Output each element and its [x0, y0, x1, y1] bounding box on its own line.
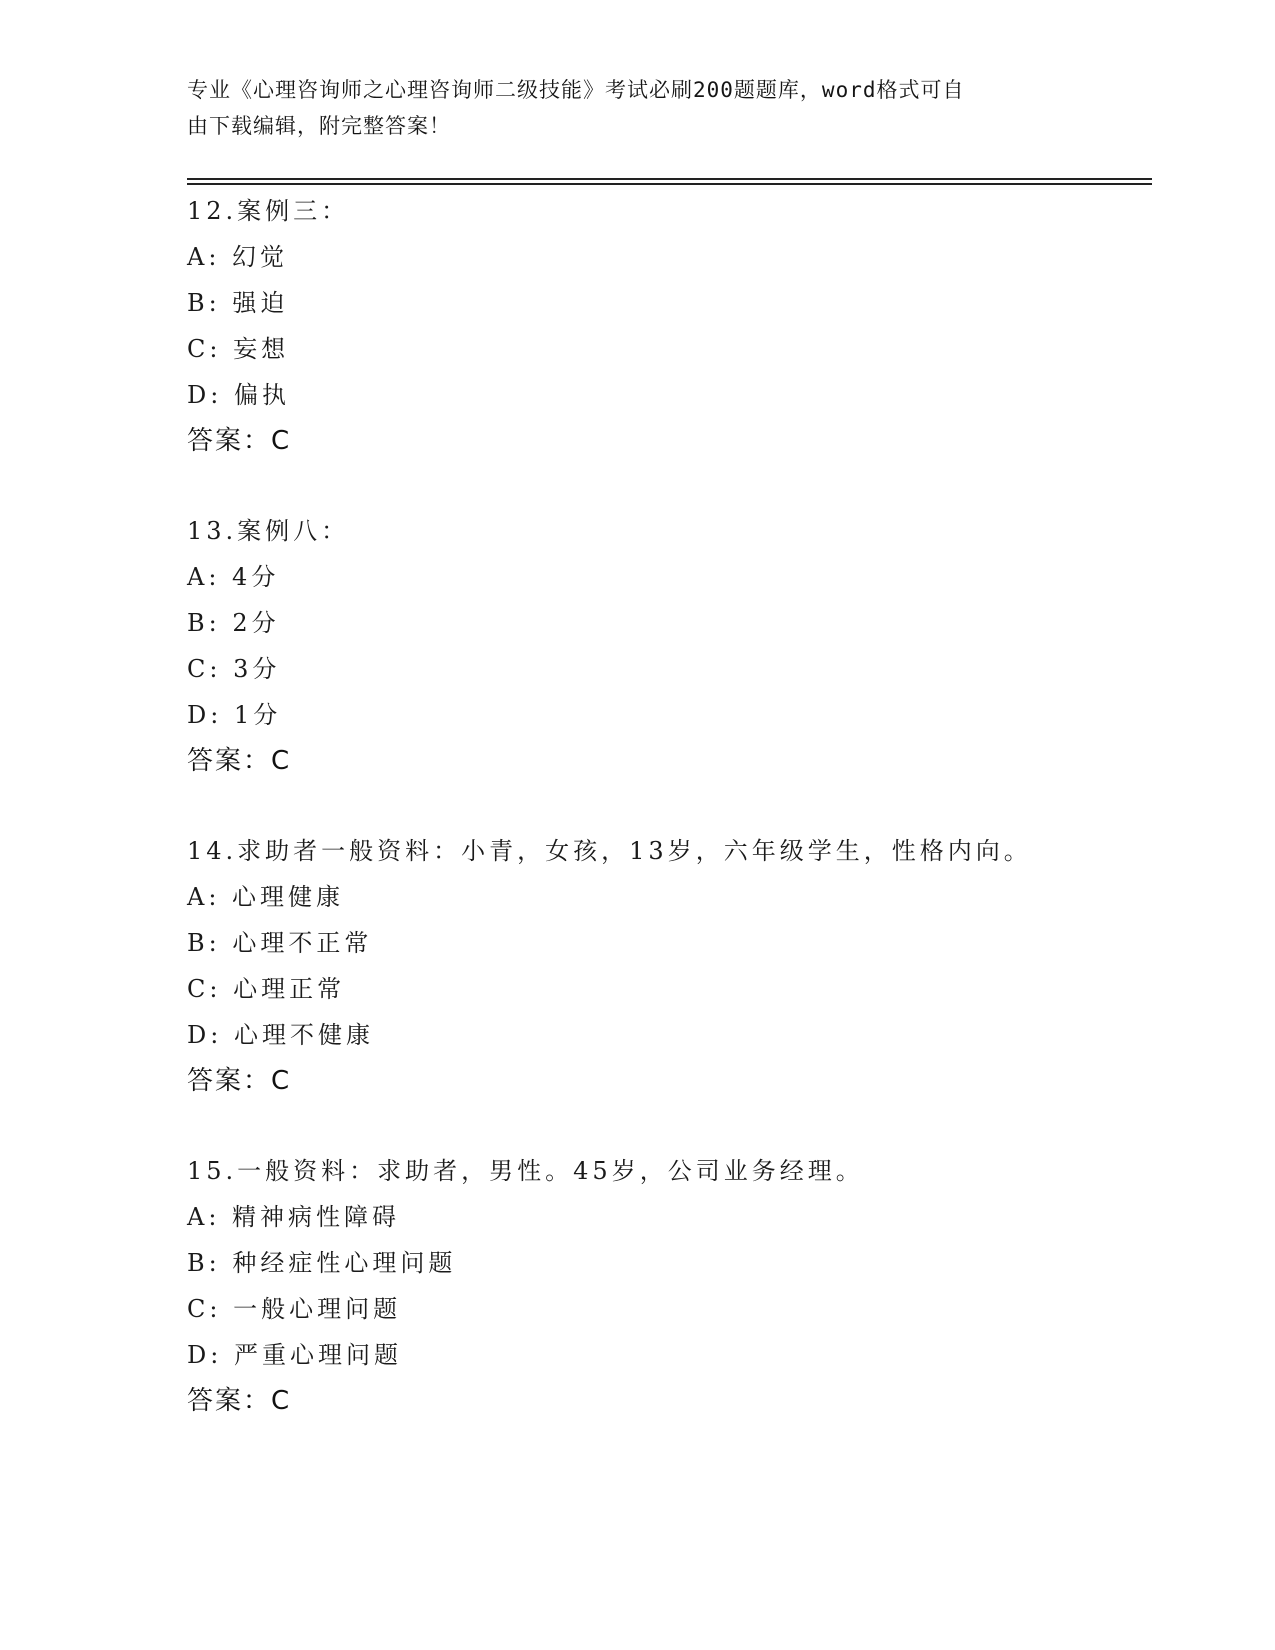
option-d: D: 1分 [187, 701, 282, 729]
option-c: C: 一般心理问题 [187, 1295, 402, 1323]
document-header [187, 72, 1067, 144]
option-a: A: 幻觉 [187, 243, 289, 271]
answer-line: 答案：C [187, 746, 292, 776]
answer-line: 答案：C [187, 1386, 292, 1416]
answer-line: 答案：C [187, 426, 292, 456]
question-12 [187, 188, 1137, 464]
option-b: B: 2分 [187, 609, 280, 637]
question-stem: 15.一般资料：求助者，男性。45岁，公司业务经理。 [187, 1157, 864, 1185]
option-d: D: 心理不健康 [187, 1021, 374, 1049]
header-divider-top [187, 178, 1152, 180]
question-13 [187, 508, 1137, 784]
question-15 [187, 1148, 1137, 1424]
option-b: B: 心理不正常 [187, 929, 373, 957]
question-stem: 12.案例三： [187, 197, 350, 225]
option-b: B: 强迫 [187, 289, 289, 317]
option-a: A: 4分 [187, 563, 280, 591]
header-line-1: 专业《心理咨询师之心理咨询师二级技能》考试必刷200题题库，word格式可自 [187, 78, 965, 102]
option-a: A: 心理健康 [187, 883, 345, 911]
question-14 [187, 828, 1137, 1104]
option-a: A: 精神病性障碍 [187, 1203, 401, 1231]
option-c: C: 心理正常 [187, 975, 346, 1003]
question-stem: 13.案例八： [187, 517, 350, 545]
option-c: C: 妄想 [187, 335, 290, 363]
answer-line: 答案：C [187, 1066, 292, 1096]
option-d: D: 严重心理问题 [187, 1341, 402, 1369]
option-d: D: 偏执 [187, 381, 290, 409]
question-stem: 14.求助者一般资料：小青，女孩，13岁，六年级学生，性格内向。 [187, 837, 1032, 865]
option-b: B: 种经症性心理问题 [187, 1249, 457, 1277]
option-c: C: 3分 [187, 655, 281, 683]
header-divider-bottom [187, 183, 1152, 185]
header-line-2: 由下载编辑，附完整答案！ [187, 114, 451, 138]
